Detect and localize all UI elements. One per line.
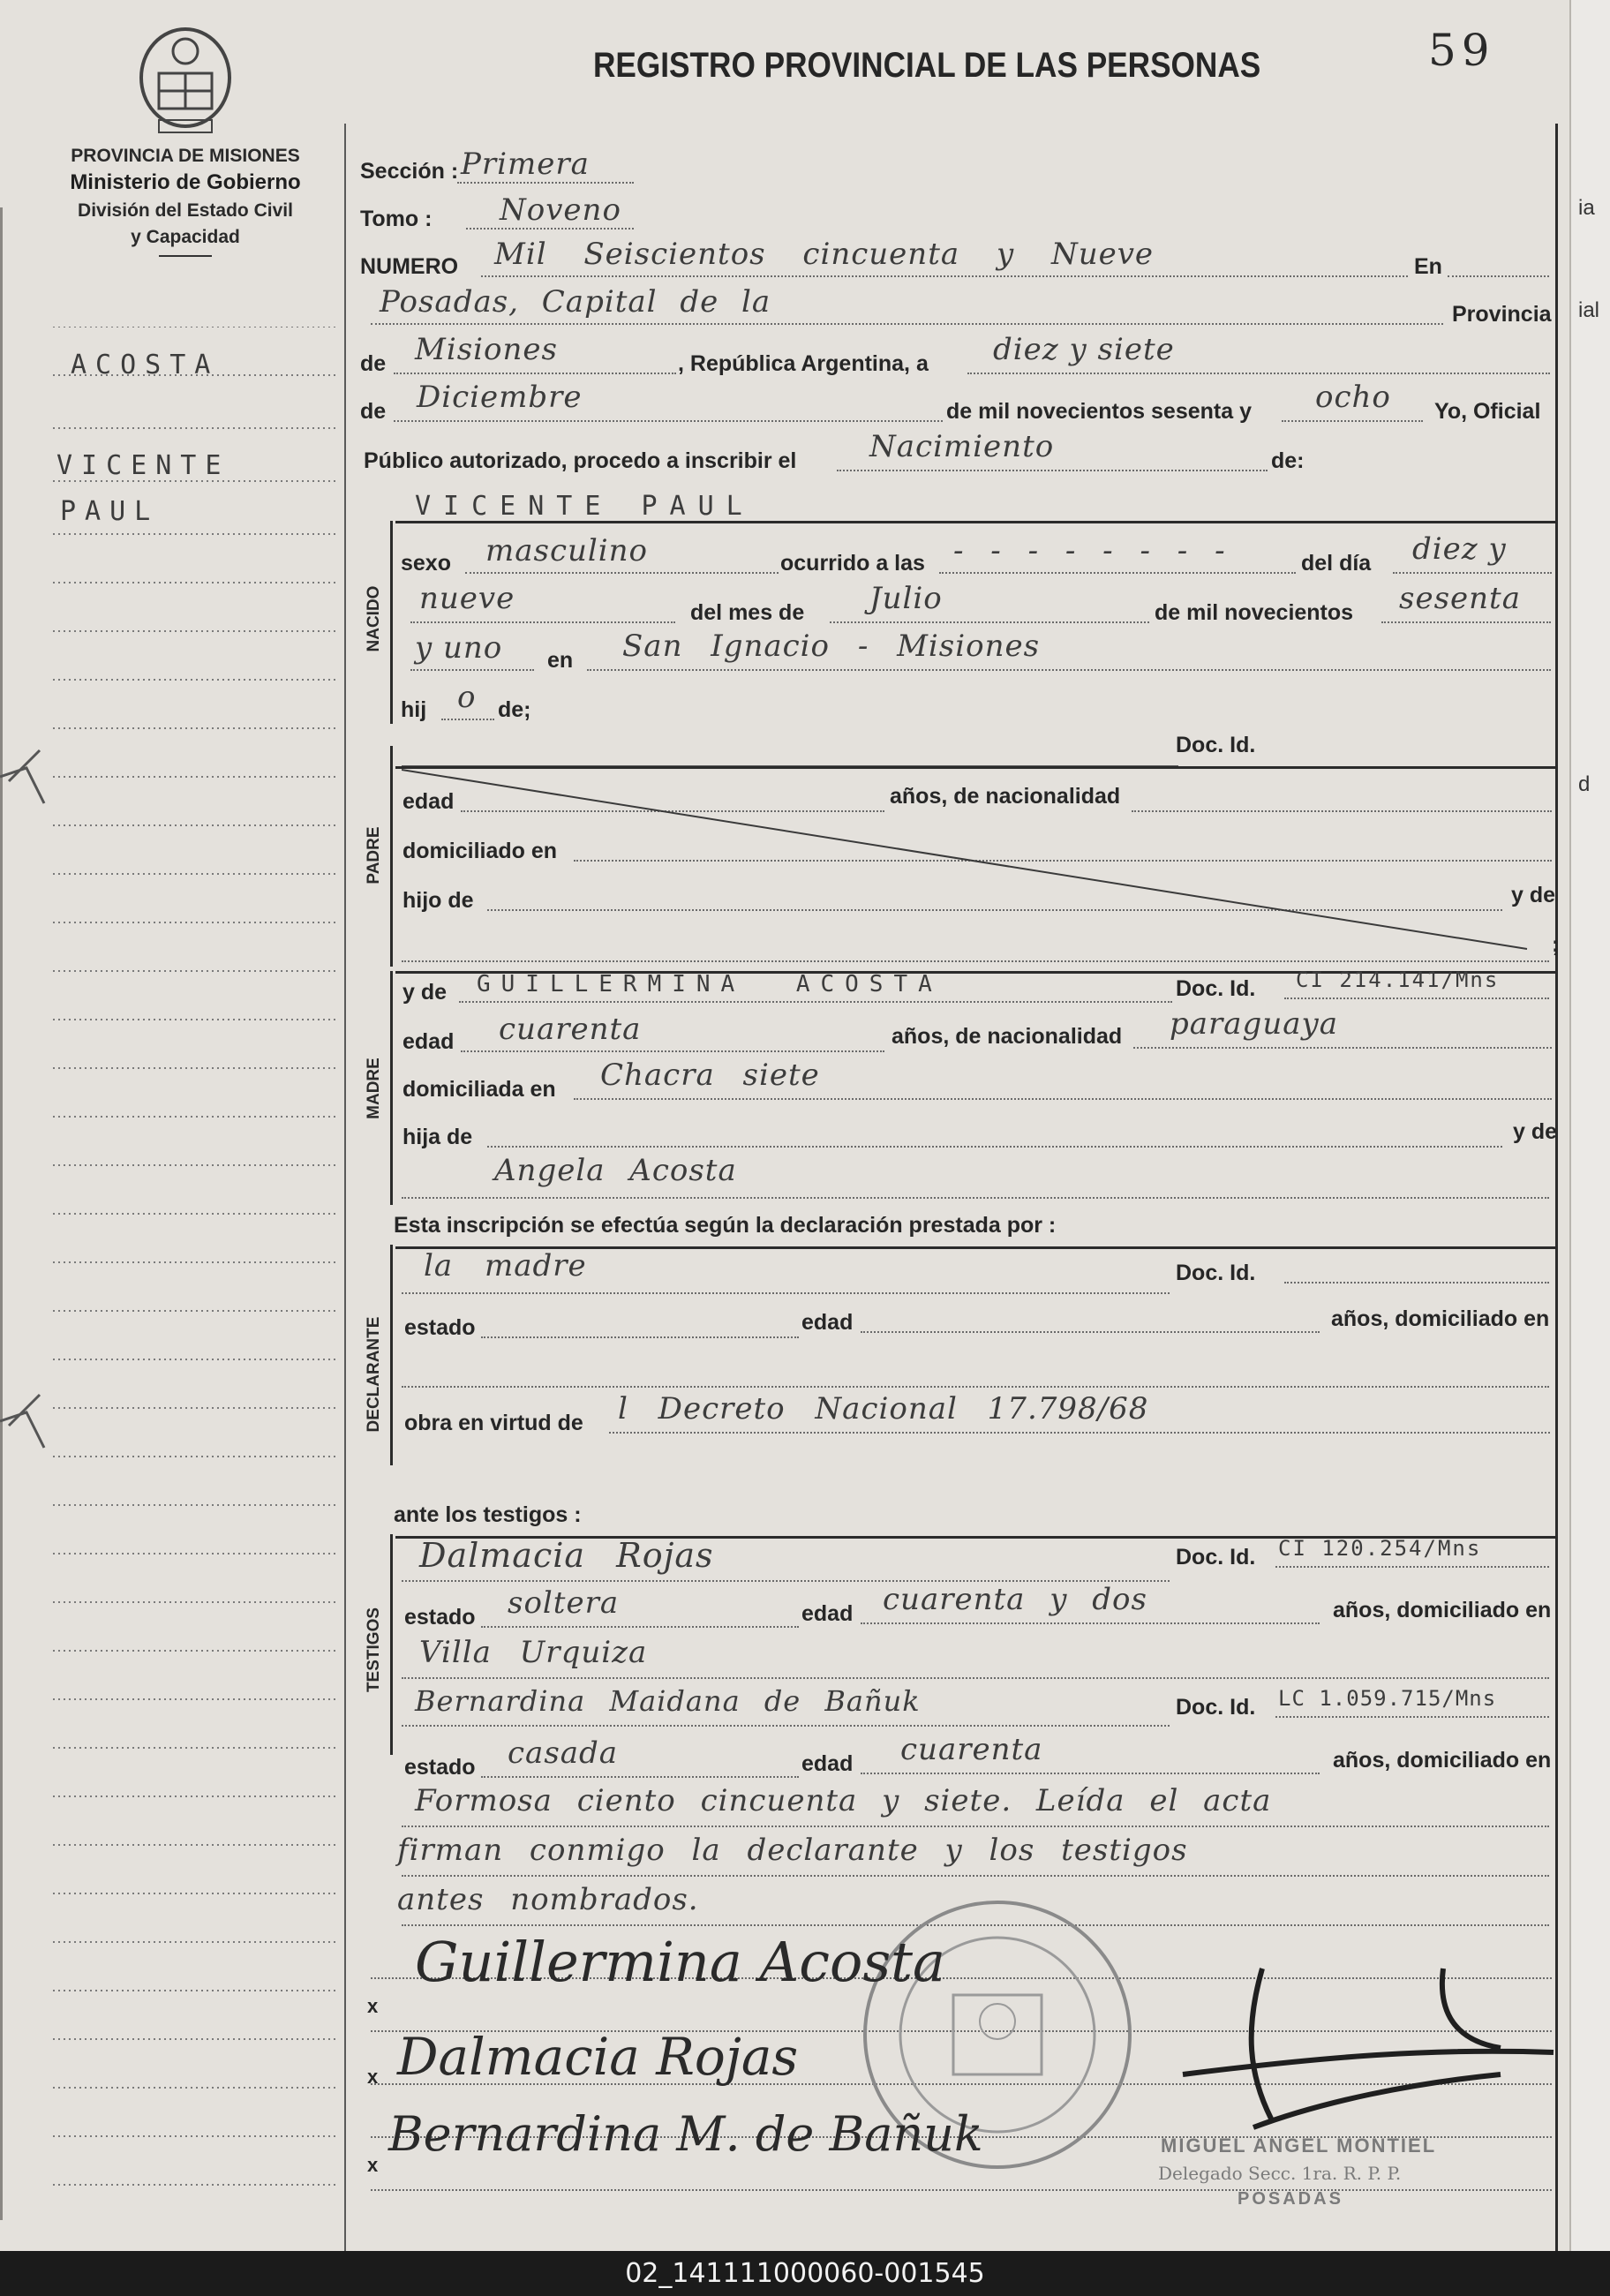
binding-edge (0, 207, 11, 2220)
year-line-2 (410, 669, 534, 671)
act-line (837, 470, 1268, 471)
org-rule (159, 255, 212, 257)
right-border (1555, 124, 1558, 2251)
obra-line (609, 1432, 1550, 1434)
date-day-line (967, 373, 1550, 374)
declarante-estado-line (481, 1336, 799, 1338)
org-capacity: y Capacidad (131, 227, 240, 247)
padre-section-label: PADRE (365, 826, 383, 885)
hij-value: o (457, 680, 477, 715)
binding-hole (0, 741, 53, 812)
day-line-2 (410, 621, 675, 623)
madre-edad-value: cuarenta (499, 1012, 642, 1047)
de2-label: de: (1271, 448, 1305, 473)
madre-yde-label: y de (402, 980, 448, 1005)
date-day-value: diez y siete (993, 332, 1175, 367)
t2-edad-value: cuarenta (900, 1732, 1043, 1767)
day-line-1 (1393, 572, 1552, 574)
x-mark-2: x (367, 2066, 379, 2088)
t1-anos-label: años, domiciliado en (1333, 1598, 1552, 1622)
t2-name: Bernardina Maidana de Bañuk (415, 1684, 921, 1718)
t1-edad-label: edad (801, 1601, 854, 1626)
madre-section-label: MADRE (365, 1058, 383, 1119)
obra-value: l Decreto Nacional 17.798/68 (618, 1391, 1149, 1427)
madre-hija-label: hija de (402, 1125, 473, 1149)
testigos-section-label: TESTIGOS (365, 1607, 383, 1693)
hij-label: hij (401, 697, 427, 722)
margin-given-name-2: PAUL (60, 496, 160, 527)
t1-edad-value: cuarenta y dos (883, 1582, 1147, 1617)
de-label: de (360, 351, 387, 376)
image-id-caption: 02_141111000060-001545 (0, 2251, 1610, 2296)
hij-de-label: de; (498, 697, 531, 722)
nacido-bracket (390, 521, 393, 724)
margin-surname: ACOSTA (71, 350, 220, 380)
act-value: Nacimiento (869, 429, 1055, 464)
madre-bracket (390, 971, 393, 1205)
t2-estado-value: casada (508, 1735, 619, 1771)
place-value-nacido: San Ignacio - Misiones (622, 629, 1041, 664)
t2-estado-label: estado (404, 1755, 476, 1780)
madre-doc-label: Doc. Id. (1176, 976, 1256, 1001)
t1-estado-label: estado (404, 1605, 476, 1630)
padre-edad-label: edad (402, 789, 455, 814)
official-title: Delegado Secc. 1ra. R. P. P. (1158, 2163, 1402, 2184)
del-dia-label: del día (1301, 551, 1372, 576)
padre-yde-line (402, 960, 1549, 962)
t2-anos-label: años, domiciliado en (1333, 1748, 1552, 1773)
declarante-doc-label: Doc. Id. (1176, 1261, 1256, 1285)
madre-anos-label: años, de nacionalidad (892, 1024, 1123, 1049)
place-line-nacido (587, 669, 1551, 671)
declarante-edad-line (861, 1331, 1320, 1333)
sexo-label: sexo (401, 551, 451, 576)
madre-domicilio-line (574, 1098, 1552, 1100)
declarante-name: la madre (424, 1248, 587, 1284)
tomo-value: Noveno (500, 192, 621, 228)
year-line (1282, 420, 1423, 422)
madre-edad-label: edad (402, 1029, 455, 1054)
numero-line (481, 275, 1408, 277)
org-province: PROVINCIA DE MISIONES (71, 146, 300, 166)
hij-line (441, 719, 494, 720)
t2-edad-label: edad (801, 1751, 854, 1776)
org-block (26, 146, 344, 257)
madre-domicilio-label: domiciliada en (402, 1077, 556, 1102)
margin-separator (344, 124, 346, 2251)
padre-semicolon: ; (1552, 932, 1560, 957)
year-label: de mil novecientos sesenta y (946, 399, 1252, 424)
year-value-1: sesenta (1399, 581, 1521, 616)
t1-name: Dalmacia Rojas (419, 1536, 714, 1575)
declarante-edad-label: edad (801, 1310, 854, 1335)
padre-hijo-label: hijo de (402, 888, 474, 913)
coat-of-arms-icon (132, 25, 238, 139)
madre-name: GUILLERMINA ACOSTA (477, 971, 943, 997)
month-line (394, 420, 943, 422)
province-line (394, 373, 676, 374)
closing-line-1 (402, 1826, 1549, 1827)
en-label-nacido: en (547, 648, 574, 673)
province-value: Misiones (415, 332, 558, 367)
publico-label: Público autorizado, procedo a inscribir el (364, 448, 797, 473)
edge-text: d (1578, 772, 1591, 796)
t1-domicilio-line (402, 1677, 1549, 1679)
nacido-section-label: NACIDO (365, 585, 383, 652)
madre-hija-line (487, 1146, 1502, 1148)
official-name: MIGUEL ANGEL MONTIEL (1161, 2134, 1437, 2157)
tomo-label: Tomo : (360, 207, 433, 231)
padre-yde-label: y de (1511, 883, 1556, 907)
day-value-2: nueve (419, 581, 515, 616)
oficial-label: Yo, Oficial (1434, 399, 1541, 424)
org-ministry: Ministerio de Gobierno (70, 170, 301, 194)
signature-3: Bernardina M. de Bañuk (388, 2106, 983, 2162)
madre-nacionalidad-value: paraguaya (1170, 1006, 1338, 1042)
declarante-estado-label: estado (404, 1315, 476, 1340)
provincia-label: Provincia (1452, 302, 1552, 327)
seccion-line (457, 182, 634, 184)
testigos-bracket (390, 1534, 393, 1755)
numero-label: NUMERO (360, 254, 459, 279)
madre-parent-value: Angela Acosta (494, 1153, 737, 1188)
tomo-line (466, 228, 634, 230)
testigos-intro: ante los testigos : (394, 1502, 582, 1527)
seccion-label: Sección : (360, 159, 459, 184)
hour-value: - - - - - - - - (953, 533, 1234, 568)
madre-name-line (459, 1001, 1172, 1003)
padre-bracket (390, 746, 393, 967)
ocurrido-label: ocurrido a las (780, 551, 925, 576)
declarante-doc-line (1284, 1282, 1549, 1284)
year-label-nacido: de mil novecientos (1155, 600, 1354, 625)
republica-label: , República Argentina, a (678, 351, 929, 376)
year-line-nacido (1381, 621, 1551, 623)
t1-domicilio: Villa Urquiza (419, 1635, 648, 1670)
binding-hole (0, 1386, 53, 1457)
en-line (1448, 275, 1549, 277)
madre-parent-line (402, 1197, 1549, 1199)
year-value: ocho (1315, 380, 1391, 415)
t1-doc-value: CI 120.254/Mns (1278, 1536, 1482, 1561)
margin-given-name-1: VICENTE (56, 450, 230, 481)
declarante-domicilio-line (402, 1386, 1549, 1388)
seccion-value: Primera (461, 147, 590, 182)
sexo-line (465, 572, 779, 574)
edge-text: ial (1578, 298, 1600, 322)
signature-1: Guillermina Acosta (415, 1930, 946, 1994)
de-label-2: de (360, 399, 387, 424)
padre-anos-label: años, de nacionalidad (890, 784, 1121, 809)
closing-line-2 (402, 1875, 1549, 1877)
official-city: POSADAS (1238, 2189, 1343, 2209)
signature-2: Dalmacia Rojas (397, 2027, 799, 2087)
numero-value: Mil Seiscientos cincuenta y Nueve (494, 237, 1155, 272)
madre-nacionalidad-line (1133, 1047, 1552, 1049)
declarante-section-label: DECLARANTE (365, 1316, 383, 1433)
padre-doc-label: Doc. Id. (1176, 733, 1256, 757)
t2-doc-label: Doc. Id. (1176, 1695, 1256, 1720)
sexo-value: masculino (485, 533, 649, 568)
hour-line (939, 572, 1296, 574)
t1-estado-line (481, 1626, 799, 1628)
padre-domicilio-label: domiciliado en (402, 839, 558, 863)
signature-line-5 (371, 2189, 1552, 2191)
month-value: Diciembre (417, 380, 583, 415)
declarante-intro: Esta inscripción se efectúa según la declaración prestada por : (394, 1213, 1057, 1238)
year-value-2: y uno (415, 630, 503, 666)
document-title: REGISTRO PROVINCIAL DE LAS PERSONAS (593, 46, 1261, 85)
obra-label: obra en virtud de (404, 1411, 583, 1435)
margin-ruled-lines (53, 327, 340, 2224)
declarante-name-line (402, 1292, 1170, 1294)
nacido-name: VICENTE PAUL (415, 491, 755, 522)
t2-doc-line (1275, 1716, 1549, 1718)
x-mark-1: x (367, 1995, 379, 2017)
t1-edad-line (861, 1622, 1320, 1624)
page-number: 59 (1428, 25, 1495, 76)
t2-estado-line (481, 1776, 799, 1778)
mes-label: del mes de (690, 600, 805, 625)
day-value-1: diez y (1412, 531, 1507, 567)
t2-name-line (402, 1725, 1170, 1727)
madre-yde2-label: y de (1513, 1119, 1558, 1144)
t1-doc-line (1275, 1566, 1549, 1568)
month-line-nacido (830, 621, 1149, 623)
t1-estado-value: soltera (508, 1585, 620, 1621)
place-line (371, 323, 1443, 325)
t2-doc-value: LC 1.059.715/Mns (1278, 1686, 1497, 1711)
closing-text-3: antes nombrados. (397, 1882, 699, 1917)
org-division: División del Estado Civil (78, 200, 293, 221)
madre-edad-line (461, 1050, 884, 1052)
x-mark-3: x (367, 2154, 379, 2176)
t1-doc-label: Doc. Id. (1176, 1545, 1256, 1570)
madre-doc-value: CI 214.141/Mns (1296, 967, 1500, 992)
en-label: En (1414, 254, 1442, 279)
padre-strikethrough (402, 768, 1531, 953)
t2-edad-line (861, 1773, 1320, 1774)
place-value: Posadas, Capital de la (380, 284, 771, 320)
declarante-anos-label: años, domiciliado en (1331, 1306, 1550, 1331)
edge-text: ia (1578, 196, 1595, 220)
closing-text-2: firman conmigo la declarante y los testigos (397, 1833, 1188, 1868)
closing-text-1: Formosa ciento cincuenta y siete. Leída el acta (415, 1783, 1272, 1818)
madre-doc-line (1284, 997, 1549, 999)
madre-domicilio-value: Chacra siete (600, 1058, 820, 1093)
official-signature (1147, 1951, 1571, 2163)
adjacent-page-edge (1569, 0, 1610, 2251)
declarante-bracket (390, 1245, 393, 1465)
month-value-nacido: Julio (869, 581, 943, 616)
